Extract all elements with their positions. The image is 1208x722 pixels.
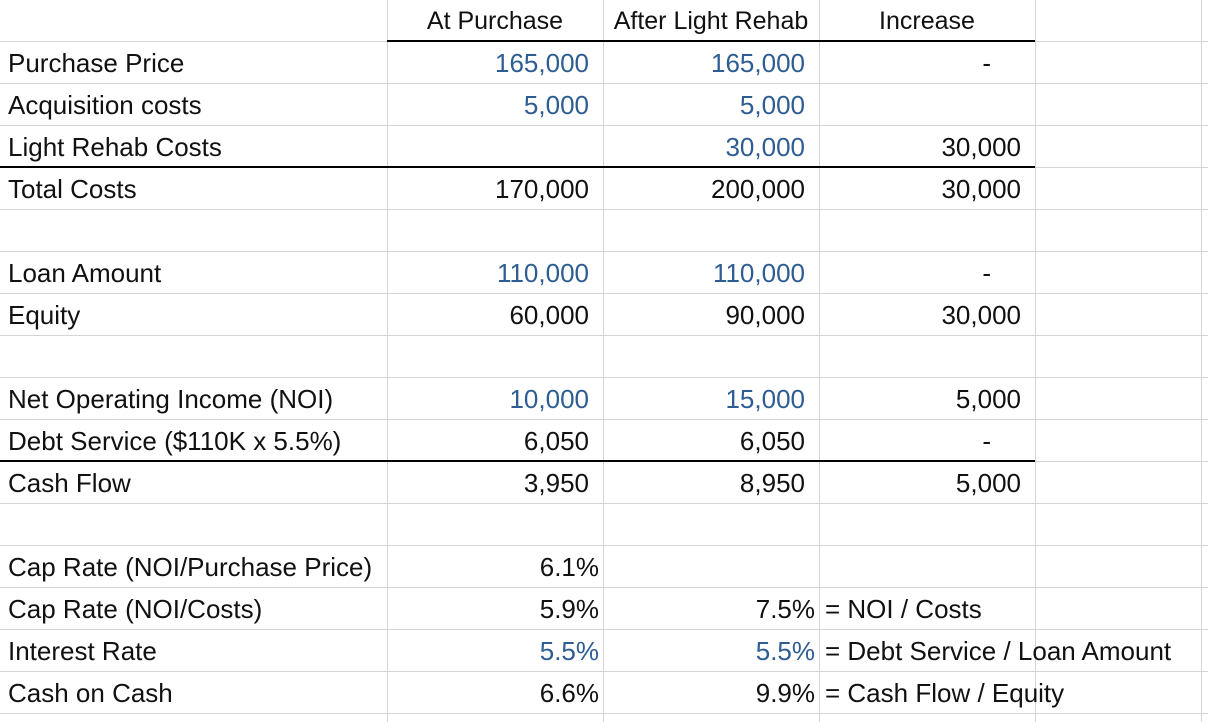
row-label-cap-rate-purchase-price[interactable]: Cap Rate (NOI/Purchase Price) (8, 552, 373, 582)
equity-after-rehab[interactable]: 90,000 (725, 300, 805, 330)
total-costs-at-purchase[interactable]: 170,000 (495, 174, 589, 204)
noi-at-purchase[interactable]: 10,000 (509, 384, 589, 414)
row-label-noi[interactable]: Net Operating Income (NOI) (8, 384, 334, 414)
equity-increase[interactable]: 30,000 (941, 300, 1021, 330)
acquisition-costs-after-rehab[interactable]: 5,000 (739, 90, 805, 120)
cap-rate-price-at-purchase[interactable]: 6.1% (539, 552, 599, 582)
noi-after-rehab[interactable]: 15,000 (725, 384, 805, 414)
cash-flow-after-rehab[interactable]: 8,950 (739, 468, 805, 498)
interest-rate-formula-note[interactable]: = Debt Service / Loan Amount (825, 636, 1172, 666)
noi-increase[interactable]: 5,000 (955, 384, 1021, 414)
row-label-debt-service[interactable]: Debt Service ($110K x 5.5%) (8, 426, 342, 456)
row-label-equity[interactable]: Equity (8, 300, 81, 330)
row-label-acquisition-costs[interactable]: Acquisition costs (8, 90, 202, 120)
debt-service-increase[interactable]: - (982, 426, 991, 456)
cap-rate-costs-after-rehab[interactable]: 7.5% (755, 594, 815, 624)
loan-amount-at-purchase[interactable]: 110,000 (496, 258, 589, 288)
header-after-light-rehab[interactable]: After Light Rehab (613, 7, 809, 35)
row-label-cap-rate-costs[interactable]: Cap Rate (NOI/Costs) (8, 594, 263, 624)
acquisition-costs-at-purchase[interactable]: 5,000 (523, 90, 589, 120)
row-label-purchase-price[interactable]: Purchase Price (8, 48, 185, 78)
purchase-price-increase[interactable]: - (982, 48, 991, 78)
total-costs-increase[interactable]: 30,000 (941, 174, 1021, 204)
header-increase[interactable]: Increase (879, 7, 975, 35)
rehab-costs-after-rehab[interactable]: 30,000 (725, 132, 805, 162)
row-label-light-rehab-costs[interactable]: Light Rehab Costs (8, 132, 222, 162)
cash-on-cash-formula-note[interactable]: = Cash Flow / Equity (825, 678, 1065, 708)
cash-on-cash-at-purchase[interactable]: 6.6% (539, 678, 599, 708)
row-label-total-costs[interactable]: Total Costs (8, 174, 137, 204)
gridline (1201, 0, 1202, 722)
rehab-costs-increase[interactable]: 30,000 (941, 132, 1021, 162)
purchase-price-at-purchase[interactable]: 165,000 (495, 48, 589, 78)
row-label-cash-on-cash[interactable]: Cash on Cash (8, 678, 173, 708)
header-at-purchase[interactable]: At Purchase (426, 7, 564, 35)
cash-on-cash-after-rehab[interactable]: 9.9% (755, 678, 815, 708)
cap-rate-costs-at-purchase[interactable]: 5.9% (539, 594, 599, 624)
row-label-loan-amount[interactable]: Loan Amount (8, 258, 162, 288)
purchase-price-after-rehab[interactable]: 165,000 (711, 48, 805, 78)
debt-service-after-rehab[interactable]: 6,050 (739, 426, 805, 456)
row-label-interest-rate[interactable]: Interest Rate (8, 636, 157, 666)
loan-amount-after-rehab[interactable]: 110,000 (712, 258, 805, 288)
interest-rate-after-rehab[interactable]: 5.5% (755, 636, 815, 666)
debt-service-at-purchase[interactable]: 6,050 (523, 426, 589, 456)
cash-flow-at-purchase[interactable]: 3,950 (523, 468, 589, 498)
cash-flow-increase[interactable]: 5,000 (955, 468, 1021, 498)
row-label-cash-flow[interactable]: Cash Flow (8, 468, 131, 498)
equity-at-purchase[interactable]: 60,000 (509, 300, 589, 330)
cap-rate-costs-formula-note[interactable]: = NOI / Costs (825, 594, 982, 624)
loan-amount-increase[interactable]: - (982, 258, 991, 288)
total-costs-after-rehab[interactable]: 200,000 (711, 174, 805, 204)
interest-rate-at-purchase[interactable]: 5.5% (539, 636, 599, 666)
